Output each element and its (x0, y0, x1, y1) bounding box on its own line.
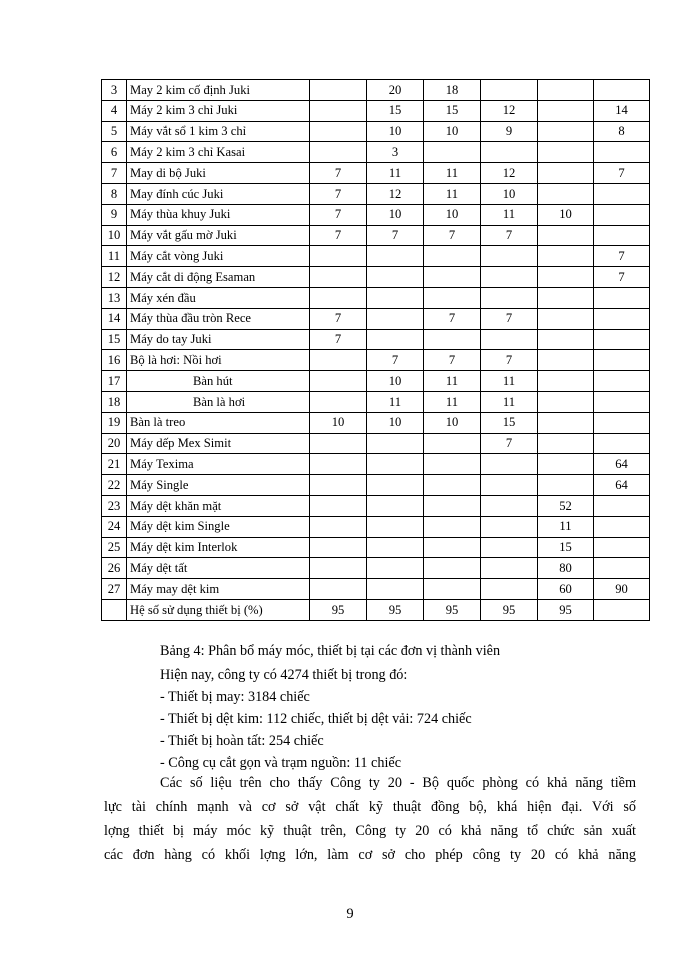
table-cell: 7 (310, 308, 367, 329)
table-cell (538, 454, 594, 475)
row-number: 27 (102, 579, 127, 600)
row-number: 15 (102, 329, 127, 350)
table-cell: 10 (367, 412, 424, 433)
row-number: 5 (102, 121, 127, 142)
table-cell (424, 579, 481, 600)
table-row (102, 433, 650, 454)
page-number: 9 (346, 906, 354, 922)
table-cell (538, 287, 594, 308)
list-item: - Thiết bị dệt kim: 112 chiếc, thiết bị dệt vải: 724 chiếc (160, 711, 472, 727)
table-cell (538, 225, 594, 246)
row-number: 21 (102, 454, 127, 475)
equipment-name: Hệ số sử dụng thiết bị (%) (127, 599, 310, 620)
table-cell (367, 329, 424, 350)
table-cell: 15 (424, 100, 481, 121)
equipment-name: Máy do tay Juki (127, 329, 310, 350)
table-cell: 90 (594, 579, 650, 600)
table-row (102, 287, 650, 308)
table-cell: 15 (367, 100, 424, 121)
table-cell (538, 100, 594, 121)
equipment-name: Bàn hút (127, 371, 310, 392)
table-cell: 95 (481, 599, 538, 620)
table-cell: 7 (310, 163, 367, 184)
table-cell (538, 308, 594, 329)
table-cell (538, 183, 594, 204)
table-cell: 10 (424, 121, 481, 142)
table-cell (481, 329, 538, 350)
equipment-name: Máy dếp Mex Simit (127, 433, 310, 454)
table-cell: 7 (367, 350, 424, 371)
table-cell: 12 (481, 163, 538, 184)
table-cell (424, 433, 481, 454)
row-number: 26 (102, 558, 127, 579)
table-row (102, 183, 650, 204)
table-cell: 95 (424, 599, 481, 620)
table-cell: 95 (367, 599, 424, 620)
table-cell: 7 (310, 329, 367, 350)
table-cell (594, 204, 650, 225)
table-cell (310, 475, 367, 496)
table-cell (481, 454, 538, 475)
table-cell (538, 121, 594, 142)
table-cell (481, 246, 538, 267)
table-cell (594, 287, 650, 308)
table-cell (538, 163, 594, 184)
equipment-name: Máy thùa đầu tròn Rece (127, 308, 310, 329)
equipment-name: Máy dệt tất (127, 558, 310, 579)
table-cell (481, 495, 538, 516)
list-item: - Thiết bị hoàn tất: 254 chiếc (160, 733, 324, 749)
list-item: - Thiết bị may: 3184 chiếc (160, 689, 310, 705)
row-number: 12 (102, 267, 127, 288)
table-cell (367, 516, 424, 537)
table-cell: 15 (538, 537, 594, 558)
row-number: 11 (102, 246, 127, 267)
table-cell (481, 558, 538, 579)
table-cell: 12 (481, 100, 538, 121)
table-cell (481, 537, 538, 558)
table-cell: 7 (481, 308, 538, 329)
table-row (102, 579, 650, 600)
table-cell (481, 475, 538, 496)
table-cell (594, 495, 650, 516)
table-cell: 10 (367, 371, 424, 392)
table-cell (424, 475, 481, 496)
table-cell (367, 433, 424, 454)
table-cell: 60 (538, 579, 594, 600)
table-cell: 11 (538, 516, 594, 537)
table-cell (594, 225, 650, 246)
table-cell (538, 246, 594, 267)
table-row (102, 599, 650, 620)
equipment-name: Bàn là treo (127, 412, 310, 433)
table-cell (310, 121, 367, 142)
table-row (102, 80, 650, 101)
table-cell (367, 475, 424, 496)
table-row (102, 391, 650, 412)
equipment-name: May 2 kim cố định Juki (127, 80, 310, 101)
table-cell (367, 558, 424, 579)
equipment-name: Máy may dệt kim (127, 579, 310, 600)
row-number (102, 599, 127, 620)
table-row (102, 516, 650, 537)
table-cell (481, 516, 538, 537)
table-cell (538, 391, 594, 412)
row-number: 24 (102, 516, 127, 537)
table-cell (367, 246, 424, 267)
equipment-name: Máy vắt sổ 1 kim 3 chỉ (127, 121, 310, 142)
table-cell: 10 (424, 412, 481, 433)
table-cell (310, 537, 367, 558)
table-row (102, 142, 650, 163)
row-number: 18 (102, 391, 127, 412)
equipment-name: Máy Single (127, 475, 310, 496)
table-cell (367, 287, 424, 308)
row-number: 7 (102, 163, 127, 184)
table-cell (594, 329, 650, 350)
table-cell (481, 80, 538, 101)
row-number: 14 (102, 308, 127, 329)
paragraph-line: Các số liệu trên cho thấy Công ty 20 - Bộ quốc phòng có khả năng tiềm (160, 775, 636, 791)
table-cell (367, 495, 424, 516)
table-cell: 10 (367, 121, 424, 142)
table-cell: 64 (594, 475, 650, 496)
table-cell (594, 558, 650, 579)
row-number: 13 (102, 287, 127, 308)
table-cell (538, 475, 594, 496)
table-row (102, 412, 650, 433)
table-cell (594, 537, 650, 558)
table-row (102, 495, 650, 516)
table-cell (424, 267, 481, 288)
table-cell: 7 (424, 308, 481, 329)
table-cell: 11 (424, 371, 481, 392)
table-row (102, 558, 650, 579)
equipment-name: Máy cắt vòng Juki (127, 246, 310, 267)
table-cell (538, 142, 594, 163)
row-number: 22 (102, 475, 127, 496)
table-row (102, 454, 650, 475)
table-row (102, 246, 650, 267)
table-row (102, 267, 650, 288)
equipment-name: Bàn là hơi (127, 391, 310, 412)
table-cell (424, 516, 481, 537)
table-cell: 11 (424, 391, 481, 412)
table-row (102, 308, 650, 329)
table-cell: 11 (367, 391, 424, 412)
equipment-name: Máy dệt khăn mặt (127, 495, 310, 516)
table-cell: 10 (538, 204, 594, 225)
table-cell: 80 (538, 558, 594, 579)
table-cell (310, 371, 367, 392)
table-caption: Bảng 4: Phân bổ máy móc, thiết bị tại các đơn vị thành viên (160, 643, 501, 659)
table-cell: 3 (367, 142, 424, 163)
paragraph-line: lực tài chính mạnh và cơ sở vật chất kỹ thuật đồng bộ, khá hiện đại. Với số (104, 799, 636, 815)
table-cell: 7 (594, 267, 650, 288)
table-cell: 11 (481, 204, 538, 225)
table-cell (481, 579, 538, 600)
table-row (102, 350, 650, 371)
table-cell: 14 (594, 100, 650, 121)
equipment-name: Máy Texima (127, 454, 310, 475)
table-cell (310, 100, 367, 121)
table-cell: 11 (424, 183, 481, 204)
table-row (102, 100, 650, 121)
table-cell: 7 (310, 225, 367, 246)
table-cell: 7 (481, 225, 538, 246)
table-cell (594, 516, 650, 537)
table-cell (310, 142, 367, 163)
table-row (102, 475, 650, 496)
row-number: 10 (102, 225, 127, 246)
row-number: 23 (102, 495, 127, 516)
table-row (102, 371, 650, 392)
table-row (102, 225, 650, 246)
table-cell (481, 142, 538, 163)
table-cell: 7 (310, 204, 367, 225)
table-cell: 7 (424, 350, 481, 371)
table-cell: 95 (538, 599, 594, 620)
equipment-name: Máy dệt kim Single (127, 516, 310, 537)
table-cell (310, 454, 367, 475)
row-number: 20 (102, 433, 127, 454)
equipment-name: Bộ là hơi: Nồi hơi (127, 350, 310, 371)
table-cell (538, 329, 594, 350)
table-cell (367, 579, 424, 600)
table-cell: 7 (481, 350, 538, 371)
table-cell (310, 558, 367, 579)
table-row (102, 163, 650, 184)
table-cell: 10 (481, 183, 538, 204)
equipment-table (101, 79, 650, 621)
table-cell (538, 267, 594, 288)
table-cell (310, 267, 367, 288)
table-cell: 11 (481, 391, 538, 412)
table-cell (594, 433, 650, 454)
table-cell: 7 (367, 225, 424, 246)
row-number: 8 (102, 183, 127, 204)
table-row (102, 121, 650, 142)
table-cell: 8 (594, 121, 650, 142)
table-cell: 7 (594, 246, 650, 267)
table-cell: 18 (424, 80, 481, 101)
intro-line: Hiện nay, công ty có 4274 thiết bị trong đó: (160, 667, 408, 683)
paragraph-line: lợng thiết bị máy móc kỹ thuật trên, Công ty 20 có khả năng tổ chức sản xuất (104, 823, 636, 839)
table-cell: 15 (481, 412, 538, 433)
row-number: 3 (102, 80, 127, 101)
table-cell: 95 (310, 599, 367, 620)
equipment-table-body (102, 80, 650, 621)
table-cell: 64 (594, 454, 650, 475)
table-cell (367, 454, 424, 475)
table-cell (424, 142, 481, 163)
table-cell (424, 495, 481, 516)
table-cell (310, 516, 367, 537)
table-cell (594, 183, 650, 204)
table-cell (481, 287, 538, 308)
table-cell (538, 412, 594, 433)
table-cell (310, 579, 367, 600)
table-cell (594, 412, 650, 433)
row-number: 4 (102, 100, 127, 121)
table-cell (594, 599, 650, 620)
table-cell: 11 (481, 371, 538, 392)
row-number: 19 (102, 412, 127, 433)
table-cell (310, 350, 367, 371)
paragraph-line: các đơn hàng có khối lợng lớn, làm cơ sở cho phép công ty 20 có khả năng (104, 847, 636, 863)
table-cell (367, 267, 424, 288)
table-cell (594, 350, 650, 371)
table-cell (538, 371, 594, 392)
table-row (102, 204, 650, 225)
table-cell: 7 (424, 225, 481, 246)
row-number: 16 (102, 350, 127, 371)
table-cell (424, 246, 481, 267)
table-cell (424, 329, 481, 350)
equipment-name: Máy cắt di động Esaman (127, 267, 310, 288)
table-row (102, 329, 650, 350)
equipment-name: Máy 2 kim 3 chỉ Kasai (127, 142, 310, 163)
equipment-name: May đính cúc Juki (127, 183, 310, 204)
table-cell: 7 (481, 433, 538, 454)
table-cell: 52 (538, 495, 594, 516)
row-number: 6 (102, 142, 127, 163)
table-cell (310, 391, 367, 412)
table-cell: 20 (367, 80, 424, 101)
table-cell (310, 246, 367, 267)
table-cell (424, 558, 481, 579)
table-cell (538, 350, 594, 371)
table-cell (367, 537, 424, 558)
table-cell (310, 80, 367, 101)
table-cell (594, 308, 650, 329)
equipment-name: Máy xén đầu (127, 287, 310, 308)
list-item: - Công cụ cắt gọn và trạm nguồn: 11 chiếc (160, 755, 401, 771)
table-cell (367, 308, 424, 329)
table-cell: 11 (424, 163, 481, 184)
table-cell (424, 287, 481, 308)
table-cell (481, 267, 538, 288)
table-cell (594, 142, 650, 163)
table-cell (424, 537, 481, 558)
table-cell (538, 80, 594, 101)
table-cell: 12 (367, 183, 424, 204)
table-cell (310, 287, 367, 308)
row-number: 17 (102, 371, 127, 392)
table-cell: 10 (424, 204, 481, 225)
table-row (102, 537, 650, 558)
row-number: 25 (102, 537, 127, 558)
table-cell (594, 80, 650, 101)
row-number: 9 (102, 204, 127, 225)
table-cell: 10 (367, 204, 424, 225)
equipment-name: Máy thùa khuy Juki (127, 204, 310, 225)
table-cell (538, 433, 594, 454)
equipment-name: Máy vắt gấu mờ Juki (127, 225, 310, 246)
equipment-name: Máy 2 kim 3 chỉ Juki (127, 100, 310, 121)
table-cell (310, 495, 367, 516)
table-cell: 7 (594, 163, 650, 184)
table-cell (424, 454, 481, 475)
table-cell: 10 (310, 412, 367, 433)
table-cell: 7 (310, 183, 367, 204)
table-cell (310, 433, 367, 454)
table-cell (594, 371, 650, 392)
table-cell: 11 (367, 163, 424, 184)
equipment-name: May di bộ Juki (127, 163, 310, 184)
equipment-name: Máy dệt kim Interlok (127, 537, 310, 558)
table-cell (594, 391, 650, 412)
table-cell: 9 (481, 121, 538, 142)
